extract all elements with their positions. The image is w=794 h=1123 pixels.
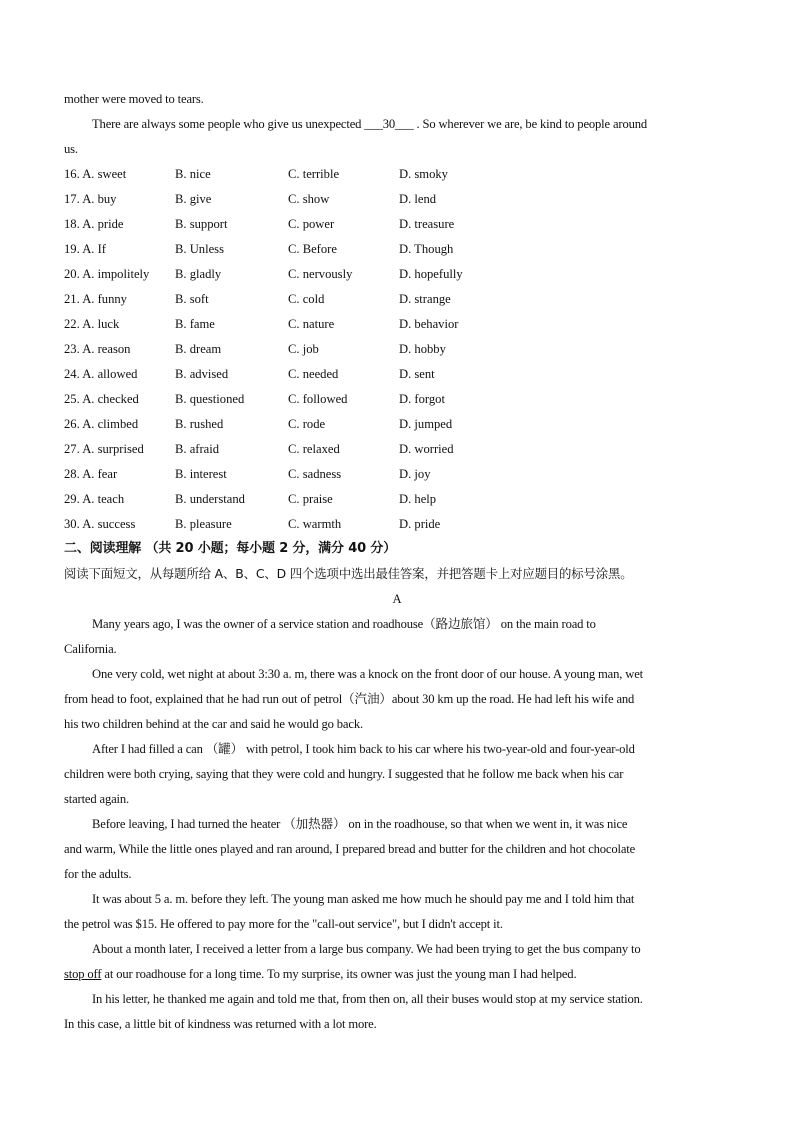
option-a: 21. A. funny (64, 292, 127, 306)
passage-label: A (392, 592, 402, 606)
passage-line: About a month later, I received a letter from a large bus company. We had been trying to get the bus company to (92, 942, 641, 956)
option-b: B. nice (175, 167, 211, 181)
passage-line: Many years ago, I was the owner of a service station and roadhouse（路边旅馆） on the main road to (92, 617, 596, 631)
option-b: B. Unless (175, 242, 224, 256)
option-d: D. joy (399, 467, 431, 481)
option-b: B. give (175, 192, 212, 206)
option-row (64, 465, 544, 483)
option-row (64, 415, 544, 433)
passage-line-rest: at our roadhouse for a long time. To my surprise, its owner was just the young man I had helped. (101, 967, 577, 981)
option-c: C. followed (288, 392, 348, 406)
option-b: B. soft (175, 292, 209, 306)
option-d: D. smoky (399, 167, 448, 181)
option-c: C. show (288, 192, 330, 206)
passage-line (64, 965, 728, 983)
option-d: D. pride (399, 517, 441, 531)
option-d: D. treasure (399, 217, 455, 231)
passage-line: It was about 5 a. m. before they left. The young man asked me how much he should pay me and I told him that (92, 892, 635, 906)
option-a: 25. A. checked (64, 392, 139, 406)
option-c: C. praise (288, 492, 333, 506)
option-a: 22. A. luck (64, 317, 120, 331)
option-b: B. rushed (175, 417, 224, 431)
passage-line: for the adults. (64, 867, 132, 881)
cloze-text-line: There are always some people who give us unexpected ___30___ . So wherever we are, be kind to people around (92, 117, 648, 131)
passage-line: started again. (64, 792, 130, 806)
option-c: C. cold (288, 292, 325, 306)
option-a: 26. A. climbed (64, 417, 139, 431)
option-d: D. forgot (399, 392, 445, 406)
passage-line: the petrol was $15. He offered to pay more for the "call-out service", but I didn't accept it. (64, 917, 503, 931)
option-a: 29. A. teach (64, 492, 125, 506)
option-row (64, 215, 544, 233)
option-b: B. understand (175, 492, 245, 506)
option-c: C. job (288, 342, 319, 356)
option-row (64, 340, 544, 358)
option-a: 27. A. surprised (64, 442, 144, 456)
passage-line: his two children behind at the car and said he would go back. (64, 717, 363, 731)
passage-line: children were both crying, saying that they were cold and hungry. I suggested that he follow me back when his car (64, 767, 624, 781)
cloze-text-line: us. (64, 142, 78, 156)
option-c: C. nervously (288, 267, 353, 281)
option-row (64, 265, 544, 283)
option-a: 23. A. reason (64, 342, 131, 356)
underlined-phrase: stop off (64, 967, 102, 981)
option-a: 28. A. fear (64, 467, 118, 481)
option-a: 18. A. pride (64, 217, 124, 231)
passage-line: After I had filled a can （罐） with petrol, I took him back to his car where his two-year-old and four-year-old (92, 742, 635, 756)
passage-line: One very cold, wet night at about 3:30 a. m, there was a knock on the front door of our house. A young man, wet (92, 667, 643, 681)
option-row (64, 315, 544, 333)
passage-line: and warm, While the little ones played and ran around, I prepared bread and butter for the children and hot chocolate (64, 842, 636, 856)
option-c: C. rode (288, 417, 326, 431)
option-row (64, 440, 544, 458)
option-b: B. interest (175, 467, 227, 481)
option-c: C. terrible (288, 167, 340, 181)
option-d: D. lend (399, 192, 437, 206)
section-heading: 二、阅读理解 （共 20 小题；每小题 2 分，满分 40 分） (64, 541, 397, 556)
passage-line: In this case, a little bit of kindness was returned with a lot more. (64, 1017, 377, 1031)
option-row (64, 515, 544, 533)
option-d: D. hobby (399, 342, 446, 356)
option-row (64, 290, 544, 308)
cloze-text-line: mother were moved to tears. (64, 92, 204, 106)
passage-line: Before leaving, I had turned the heater （加热器） on in the roadhouse, so that when we went in, it was nice (92, 817, 628, 831)
option-b: B. dream (175, 342, 222, 356)
section-instruction: 阅读下面短文，从每题所给 A、B、C、D 四个选项中选出最佳答案，并把答题卡上对应题目的标号涂黑。 (64, 566, 633, 581)
option-d: D. jumped (399, 417, 453, 431)
option-b: B. advised (175, 367, 229, 381)
option-b: B. gladly (175, 267, 222, 281)
option-a: 24. A. allowed (64, 367, 138, 381)
option-row (64, 165, 544, 183)
passage-line: from head to foot, explained that he had run out of petrol（汽油）about 30 km up the road. He had left his wife and (64, 692, 635, 706)
passage-line: In his letter, he thanked me again and told me that, from then on, all their buses would stop at my service station. (92, 992, 643, 1006)
option-b: B. pleasure (175, 517, 232, 531)
option-d: D. sent (399, 367, 435, 381)
option-c: C. power (288, 217, 335, 231)
option-row (64, 190, 544, 208)
option-b: B. afraid (175, 442, 220, 456)
option-d: D. help (399, 492, 437, 506)
option-d: D. strange (399, 292, 451, 306)
option-c: C. nature (288, 317, 335, 331)
option-b: B. fame (175, 317, 215, 331)
passage-line: California. (64, 642, 117, 656)
option-row (64, 365, 544, 383)
option-a: 19. A. If (64, 242, 106, 256)
option-b: B. support (175, 217, 228, 231)
option-c: C. warmth (288, 517, 342, 531)
option-d: D. hopefully (399, 267, 463, 281)
option-d: D. Though (399, 242, 454, 256)
option-b: B. questioned (175, 392, 245, 406)
option-c: C. relaxed (288, 442, 340, 456)
option-c: C. needed (288, 367, 339, 381)
option-d: D. worried (399, 442, 454, 456)
option-c: C. sadness (288, 467, 342, 481)
option-c: C. Before (288, 242, 337, 256)
option-a: 17. A. buy (64, 192, 117, 206)
option-a: 20. A. impolitely (64, 267, 150, 281)
option-a: 16. A. sweet (64, 167, 127, 181)
option-d: D. behavior (399, 317, 459, 331)
option-a: 30. A. success (64, 517, 136, 531)
option-row (64, 390, 544, 408)
option-row (64, 490, 544, 508)
option-row (64, 240, 544, 258)
